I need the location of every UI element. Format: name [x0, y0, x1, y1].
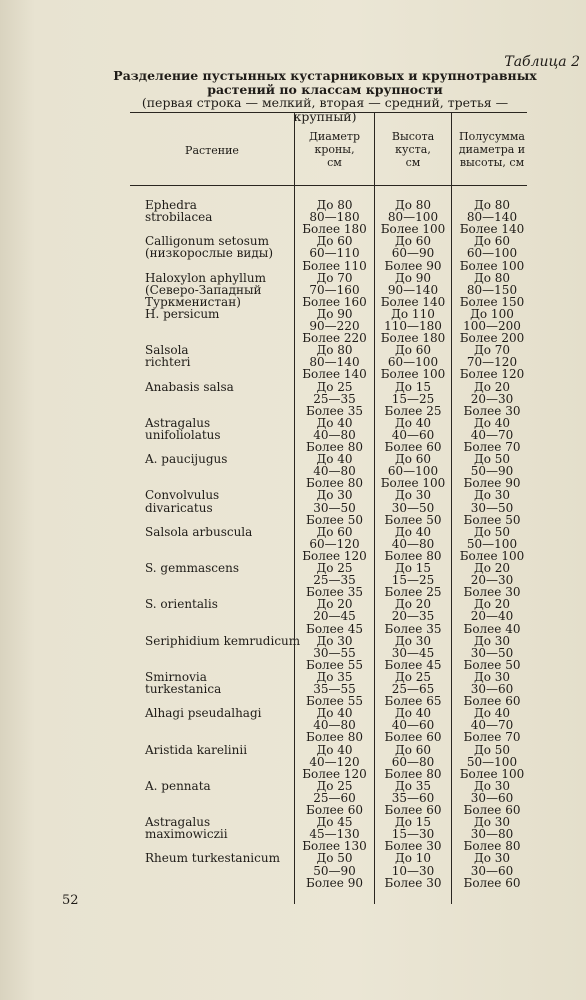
table-cell: До 25 — [394, 669, 432, 684]
table-caption-line-3: (первая строка — мелкий, вторая — средний, третья — крупный) — [141, 95, 509, 124]
table-cell: До 80 — [473, 270, 511, 285]
table-cell: Более 50 — [463, 657, 521, 672]
table-cell: 60—100 — [387, 464, 439, 479]
table-cell: Более 80 — [306, 440, 363, 454]
table-cell: Более 60 — [463, 803, 521, 817]
table-cell: Более 140 — [302, 367, 367, 382]
table-cell: Более 100 — [380, 367, 446, 382]
table-cell: 50—100 — [466, 536, 518, 551]
table-cell: Более 100 — [459, 766, 525, 781]
table-cell: 25—35 — [313, 573, 356, 588]
table-cell: До 30 — [473, 815, 511, 830]
table-cell: 60—120 — [309, 536, 360, 551]
table-cell: 20—45 — [313, 609, 356, 624]
table-cell: До 30 — [473, 488, 511, 503]
table-cell: Более 60 — [384, 803, 442, 817]
table-cell: 100—200 — [463, 319, 521, 333]
table-cell: Более 60 — [463, 694, 521, 709]
plant-name: A. paucijugus — [145, 452, 228, 467]
table-cell: 35—60 — [391, 790, 435, 805]
table-cell: Более 120 — [302, 548, 367, 563]
table-cell: 15—30 — [391, 827, 435, 842]
plant-name: Salsola — [145, 343, 189, 358]
plant-name: Aristida karelinii — [145, 742, 248, 757]
table-cell: 30—80 — [470, 827, 514, 842]
table-cell: Более 65 — [384, 694, 442, 709]
table-cell: До 20 — [473, 379, 511, 394]
table-cell: 25—35 — [313, 391, 356, 406]
table-cell: 30—55 — [313, 645, 356, 660]
table-cell: Более 25 — [384, 403, 442, 418]
table-cell: 20—30 — [470, 573, 514, 588]
table-cell: 10—30 — [391, 863, 435, 878]
table-cell: 40—60 — [391, 427, 435, 442]
plant-name: Convolvulus — [145, 488, 220, 503]
table-cell: До 40 — [316, 415, 353, 430]
table-header-rule — [130, 185, 527, 186]
table-cell: 20—35 — [391, 609, 435, 624]
table-cell: До 40 — [316, 452, 353, 467]
table-cell: 50—90 — [313, 863, 356, 878]
table-cell: До 40 — [316, 706, 353, 721]
table-cell: Более 30 — [384, 839, 442, 854]
table-cell: Более 120 — [302, 766, 367, 781]
plant-name: maximowiczii — [145, 827, 228, 842]
table-cell: До 80 — [473, 198, 511, 212]
table-cell: 30—50 — [470, 645, 514, 660]
table-cell: До 40 — [394, 706, 432, 721]
table-cell: 90—140 — [387, 282, 439, 297]
table-cell: Более 100 — [380, 222, 446, 237]
table-cell: Более 90 — [384, 258, 442, 273]
plant-name: Seriphidium kemrudicum — [145, 633, 301, 648]
plant-name: Alhagi pseudalhagi — [145, 706, 262, 721]
table-cell: Более 130 — [302, 839, 367, 854]
table-cell: До 30 — [394, 633, 432, 648]
table-cell: Более 70 — [463, 440, 521, 454]
table-cell: Более 30 — [463, 585, 521, 600]
table-cell: До 60 — [394, 343, 432, 358]
table-cell: 30—45 — [391, 645, 435, 660]
table-cell: 60—90 — [391, 246, 435, 261]
table-cell: Более 35 — [306, 585, 363, 600]
table-cell: До 40 — [316, 742, 353, 757]
plant-name: S. gemmascens — [145, 561, 239, 575]
table-cell: Более 50 — [463, 512, 521, 527]
plant-name: turkestanica — [145, 682, 222, 696]
header-height-line: Высота — [391, 130, 435, 143]
table-cell: Более 50 — [306, 512, 363, 527]
table-cell: До 50 — [316, 851, 353, 866]
table-cell: 70—120 — [466, 355, 518, 370]
table-cell: 40—60 — [391, 718, 435, 733]
table-cell: 80—100 — [387, 210, 439, 225]
table-cell: До 80 — [316, 343, 353, 358]
plant-name: (низкорослые виды) — [145, 246, 274, 261]
table-cell: Более 80 — [306, 476, 363, 491]
table-cell: 110—180 — [384, 319, 442, 333]
table-cell: Более 200 — [459, 331, 525, 346]
table-cell: Более 110 — [302, 258, 367, 273]
table-cell: До 20 — [473, 597, 511, 612]
table-cell: До 45 — [316, 815, 353, 830]
table-cell: 40—80 — [313, 718, 356, 733]
table-cell: Более 60 — [306, 803, 363, 817]
table-cell: 40—70 — [470, 718, 514, 733]
table-cell: Более 100 — [459, 258, 525, 273]
table-cell: До 15 — [394, 561, 432, 575]
table-cell: 30—60 — [470, 790, 514, 805]
table-cell: 40—80 — [391, 536, 435, 551]
table-cell: 60—100 — [387, 355, 439, 370]
table-cell: 35—55 — [313, 682, 356, 696]
header-height-line: куста, — [395, 143, 431, 156]
table-cell: 80—180 — [309, 210, 360, 225]
table-caption-line-1: Разделение пустынных кустарниковых и крупнотравных — [113, 68, 537, 83]
table-cell: До 30 — [473, 778, 511, 793]
table-cell: Более 100 — [380, 476, 446, 491]
table-cell: 80—140 — [309, 355, 360, 370]
header-height-line: см — [405, 156, 421, 169]
plant-name: Rheum turkestanicum — [145, 851, 280, 866]
table-cell: Более 35 — [384, 621, 442, 636]
table-cell: До 25 — [316, 778, 353, 793]
table-cell: 30—50 — [313, 500, 356, 515]
table-cell: 40—70 — [470, 427, 514, 442]
table-cell: Более 55 — [306, 694, 363, 709]
table-cell: До 25 — [316, 379, 353, 394]
table-cell: Более 30 — [463, 403, 521, 418]
table-cell: Более 60 — [384, 730, 442, 745]
table-cell: До 50 — [473, 452, 511, 467]
header-plant: Растение — [185, 144, 239, 157]
table-cell: До 30 — [473, 851, 511, 866]
table-cell: 40—80 — [313, 464, 356, 479]
table-cell: До 40 — [473, 706, 511, 721]
table-cell: Более 60 — [384, 440, 442, 454]
header-halfsum-line: высоты, см — [459, 156, 525, 169]
plant-name: richteri — [145, 355, 191, 370]
table-cell: 45—130 — [309, 827, 360, 842]
header-diameter — [295, 130, 374, 169]
table-cell: Более 220 — [302, 331, 367, 346]
table-cell: 20—40 — [470, 609, 514, 624]
table-cell: До 20 — [316, 597, 353, 612]
plant-name: S. orientalis — [145, 597, 218, 612]
table-cell: Более 90 — [463, 476, 521, 491]
table-cell: До 100 — [470, 306, 514, 321]
table-cell: До 110 — [391, 306, 435, 321]
table-cell: До 60 — [394, 742, 432, 757]
table-cell: 80—150 — [466, 282, 518, 297]
table-cell: 30—50 — [391, 500, 435, 515]
plant-name: (Северо-Западный — [145, 282, 262, 297]
table-cell: 30—60 — [470, 863, 514, 878]
header-diameter-line: Диаметр — [308, 130, 361, 143]
table-cell: Более 30 — [384, 875, 442, 890]
table-cell: Более 45 — [306, 621, 363, 636]
table-cell: До 80 — [394, 198, 432, 212]
table-cell: Более 180 — [380, 331, 446, 346]
table-cell: До 60 — [473, 234, 511, 249]
header-diameter-line: кроны, — [314, 143, 355, 156]
table-cell: Более 90 — [306, 875, 363, 890]
plant-name: Astragalus — [145, 415, 211, 430]
table-cell: Более 80 — [463, 839, 521, 854]
plant-name: Туркменистан) — [145, 294, 241, 309]
table-cell: До 10 — [394, 851, 432, 866]
table-cell: До 20 — [473, 561, 511, 575]
plant-name: Salsola arbuscula — [145, 524, 253, 539]
table-cell: До 60 — [316, 524, 353, 539]
table-cell: До 30 — [316, 633, 353, 648]
table-cell: 60—110 — [309, 246, 360, 261]
table-cell: Более 80 — [306, 730, 363, 745]
table-cell: До 25 — [316, 561, 353, 575]
plant-name: H. persicum — [145, 306, 220, 321]
header-height — [375, 130, 451, 169]
table-cell: До 40 — [473, 415, 511, 430]
table-cell: До 35 — [316, 669, 353, 684]
header-halfsum-line: диаметра и — [458, 143, 526, 156]
table-cell: Более 50 — [384, 512, 442, 527]
table-cell: 40—120 — [309, 754, 360, 769]
table-cell: До 50 — [473, 742, 511, 757]
table-cell: До 60 — [316, 234, 353, 249]
table-cell: До 15 — [394, 379, 432, 394]
table-cell: Более 100 — [459, 548, 525, 563]
plant-name: Anabasis salsa — [145, 379, 234, 394]
table-cell: 90—220 — [309, 319, 360, 333]
table-cell: 80—140 — [466, 210, 518, 225]
table-cell: Более 40 — [463, 621, 521, 636]
plant-name: Ephedra — [145, 198, 197, 212]
header-halfsum-line: Полусумма — [459, 130, 525, 143]
table-cell: 40—80 — [313, 427, 356, 442]
plant-name: unifoliolatus — [145, 427, 221, 442]
table-cell: 50—100 — [466, 754, 518, 769]
plant-name: Astragalus — [145, 815, 211, 830]
table-cell: 30—60 — [470, 682, 514, 696]
table-cell: До 20 — [394, 597, 432, 612]
header-halfsum — [452, 130, 532, 169]
table-cell: До 60 — [394, 234, 432, 249]
table-cell: Более 55 — [306, 657, 363, 672]
table-cell: Более 120 — [459, 367, 525, 382]
table-cell: Более 160 — [302, 294, 367, 309]
table-number: Таблица 2 — [504, 54, 580, 70]
table-cell: Более 140 — [459, 222, 525, 237]
plant-name: strobilacea — [145, 210, 213, 225]
table-cell: До 70 — [473, 343, 511, 358]
plant-name: Smirnovia — [145, 669, 207, 684]
table-top-rule — [130, 112, 527, 113]
table-cell: 15—25 — [391, 573, 435, 588]
table-cell: До 35 — [394, 778, 432, 793]
table-cell: Более 180 — [302, 222, 367, 237]
table-cell: Более 80 — [384, 766, 442, 781]
table-cell: До 80 — [316, 198, 353, 212]
table-cell: 30—50 — [470, 500, 514, 515]
table-cell: Более 80 — [384, 548, 442, 563]
table-cell: До 30 — [473, 633, 511, 648]
plant-name: A. pennata — [145, 778, 211, 793]
table-cell: 50—90 — [470, 464, 514, 479]
page-number: 52 — [62, 893, 79, 908]
header-diameter-line: см — [327, 156, 342, 169]
table-cell: Более 25 — [384, 585, 442, 600]
table-cell: 25—65 — [391, 682, 435, 696]
table-cell: До 60 — [394, 452, 432, 467]
table-cell: Более 70 — [463, 730, 521, 745]
table-cell: До 30 — [316, 488, 353, 503]
table-cell: До 70 — [316, 270, 353, 285]
table-cell: Более 60 — [463, 875, 521, 890]
plant-name: divaricatus — [145, 500, 213, 515]
table-cell: Более 140 — [380, 294, 446, 309]
table-cell: До 40 — [394, 524, 432, 539]
table-cell: Более 150 — [459, 294, 525, 309]
table-cell: 15—25 — [391, 391, 435, 406]
table-cell: До 90 — [316, 306, 353, 321]
table-cell: До 15 — [394, 815, 432, 830]
table-cell: До 40 — [394, 415, 432, 430]
table-cell: До 30 — [473, 669, 511, 684]
table-cell: Более 45 — [384, 657, 442, 672]
table-cell: 25—60 — [313, 790, 356, 805]
table-caption-line-2: растений по классам крупности — [207, 82, 443, 97]
table-cell: 60—100 — [466, 246, 518, 261]
table-cell: До 90 — [394, 270, 432, 285]
table-cell: 20—30 — [470, 391, 514, 406]
table-cell: До 50 — [473, 524, 511, 539]
plant-name: Calligonum setosum — [145, 234, 269, 249]
table-cell: 60—80 — [391, 754, 435, 769]
plant-name: Haloxylon aphyllum — [145, 270, 266, 285]
table-cell: 70—160 — [309, 282, 360, 297]
table-cell: Более 35 — [306, 403, 363, 418]
table-cell: До 30 — [394, 488, 432, 503]
